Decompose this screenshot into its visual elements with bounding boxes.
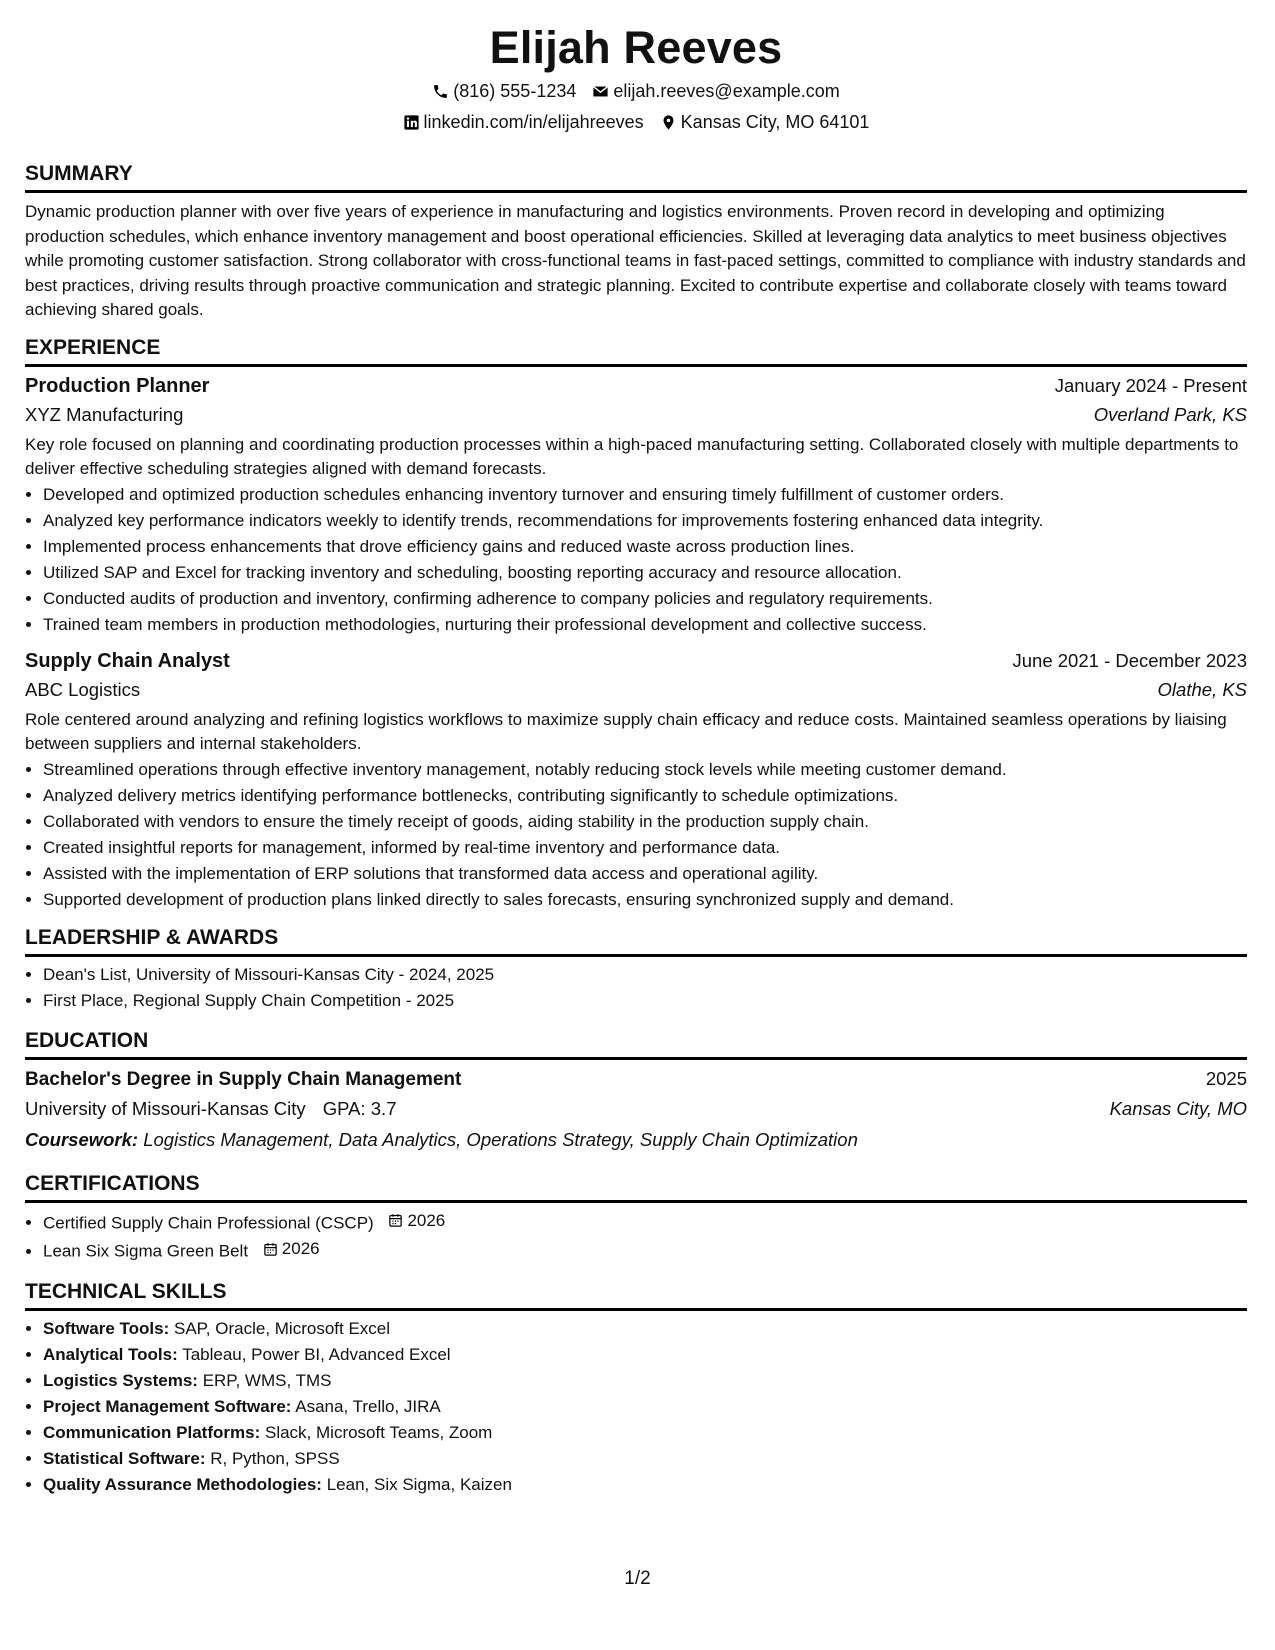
summary-section [25,161,1247,323]
skill-label: Logistics Systems: [43,1370,198,1390]
education-section [25,1028,1247,1153]
job-dates: January 2024 - Present [1054,374,1247,396]
job-location: Olathe, KS [1157,678,1247,700]
calendar-icon [263,1242,278,1257]
list-item: • Trained team members in production methodologies, nurturing their professional development and collective success. [43,612,1247,638]
certifications-section [25,1171,1247,1265]
skills-list [25,1316,1247,1498]
job-location: Overland Park, KS [1093,403,1247,425]
job-title: Supply Chain Analyst [25,649,230,672]
candidate-name: Elijah Reeves [489,22,783,73]
list-item: • Implemented process enhancements that drove efficiency gains and reduced waste across production lines. [43,534,1247,560]
coursework-list: Logistics Management, Data Analytics, Operations Strategy, Supply Chain Optimization [143,1128,858,1150]
school-info [25,1096,397,1122]
skill-value: SAP, Oracle, Microsoft Excel [173,1318,391,1338]
job-entry [25,648,1247,913]
leadership-section [25,925,1247,1014]
skill-label: Analytical Tools: [43,1344,178,1364]
list-item [43,1420,1247,1446]
gpa: GPA: 3.7 [322,1097,397,1119]
skill-value: Lean, Six Sigma, Kaizen [326,1474,512,1494]
coursework-label: Coursework: [25,1128,139,1150]
list-item: • Analyzed delivery metrics identifying performance bottlenecks, contributing significantly to schedule optimizations. [43,783,1247,809]
list-item [43,1446,1247,1472]
location-text: Kansas City, MO 64101 [680,112,870,132]
list-item: • Analyzed key performance indicators weekly to identify trends, recommendations for improvements fostering enhanced data integrity. [43,508,1247,534]
skill-label: Software Tools: [43,1318,170,1338]
section-title-leadership: LEADERSHIP & AWARDS [25,925,1247,957]
contact-email[interactable] [592,80,839,102]
certification-name: Lean Six Sigma Green Belt [43,1241,249,1261]
list-item [43,1472,1247,1498]
certification-year: 2026 [407,1210,446,1230]
graduation-year: 2025 [1205,1067,1247,1089]
list-item: • First Place, Regional Supply Chain Competition - 2025 [43,988,1247,1014]
contact-location [660,111,870,133]
company-name: XYZ Manufacturing [25,403,184,425]
skill-value: ERP, WMS, TMS [202,1370,332,1390]
list-item: • Conducted audits of production and inventory, confirming adherence to company policies and regulatory requirements. [43,586,1247,612]
calendar-icon [388,1213,403,1228]
school-name: University of Missouri-Kansas City [25,1097,306,1119]
school-location: Kansas City, MO [1109,1097,1247,1119]
coursework [25,1127,1247,1153]
contact-row-1 [25,80,1247,102]
phone-text: (816) 555-1234 [453,81,577,101]
experience-section [25,335,1247,913]
summary-text: Dynamic production planner with over five years of experience in manufacturing and logistics environments. Proven record in developing and optimizing production schedules, which enhance inventory management and boost operational efficiencies. Skilled at leveraging data analytics to meet business objectives while promoting customer satisfaction. Strong collaborator with cross-functional teams in fast-paced settings, committed to compliance with industry standards and best practices, driving results through proactive communication and strategic planning. Excited to contribute expertise and collaborate closely with teams toward achieving shared goals. [25,202,1246,319]
skill-label: Quality Assurance Methodologies: [43,1474,322,1494]
page-number: 1/2 [624,1568,651,1589]
certification-name: Certified Supply Chain Professional (CSCP) [43,1213,374,1232]
skill-value: Slack, Microsoft Teams, Zoom [264,1422,493,1442]
resume-page [25,0,1247,1498]
job-dates: June 2021 - December 2023 [1012,649,1247,671]
skill-label: Communication Platforms: [43,1422,261,1442]
company-name: ABC Logistics [25,678,141,700]
job-description: Key role focused on planning and coordinating production processes within a high-paced manufacturing setting. Collaborated closely with multiple departments to deliver effective scheduling strategies aligned with demand forecasts. [25,434,1239,478]
section-title-skills: TECHNICAL SKILLS [25,1279,1247,1311]
email-link[interactable]: elijah.reeves@example.com [613,81,840,101]
section-title-education: EDUCATION [25,1028,1247,1060]
list-item: • Utilized SAP and Excel for tracking inventory and scheduling, boosting reporting accuracy and resource allocation. [43,560,1247,586]
list-item: • Streamlined operations through effective inventory management, notably reducing stock levels while meeting customer demand. [43,757,1247,783]
certification-year: 2026 [281,1239,320,1258]
list-item: • Developed and optimized production schedules enhancing inventory turnover and ensuring timely fulfillment of customer orders. [43,482,1247,508]
job-header [25,373,1247,399]
job-bullets [25,482,1247,638]
job-description: Role centered around analyzing and refining logistics workflows to maximize supply chain efficacy and reduce costs. Maintained seamless operations by liaising between suppliers and internal stakeholders. [25,709,1227,753]
list-item [43,1342,1247,1368]
list-item: • Assisted with the implementation of ERP solutions that transformed data access and operational agility. [43,861,1247,887]
section-title-summary: SUMMARY [25,161,1247,193]
skill-value: Asana, Trello, JIRA [295,1396,441,1416]
skill-label: Project Management Software: [43,1396,292,1416]
list-item: • Supported development of production plans linked directly to sales forecasts, ensuring synchronized supply and demand. [43,887,1247,913]
list-item [43,1236,1247,1265]
contact-linkedin[interactable] [403,111,644,133]
contact-phone [432,80,576,102]
skill-value: Tableau, Power BI, Advanced Excel [182,1344,451,1364]
section-title-certifications: CERTIFICATIONS [25,1171,1247,1203]
job-bullets [25,757,1247,913]
list-item: • Created insightful reports for management, informed by real-time inventory and performance data. [43,835,1247,861]
linkedin-link[interactable]: linkedin.com/in/elijahreeves [423,112,644,132]
list-item [43,1208,1247,1237]
education-subheader [25,1096,1247,1122]
certifications-list [25,1208,1247,1265]
list-item [43,1368,1247,1394]
list-item: • Dean's List, University of Missouri-Kansas City - 2024, 2025 [43,962,1247,988]
section-title-experience: EXPERIENCE [25,335,1247,367]
job-entry [25,373,1247,638]
skill-value: R, Python, SPSS [210,1448,340,1468]
list-item [43,1316,1247,1342]
job-header [25,648,1247,674]
linkedin-icon [403,114,420,131]
certification-date [388,1208,445,1234]
leadership-list [25,962,1247,1014]
skills-section [25,1279,1247,1498]
job-subheader [25,402,1247,428]
envelope-icon [592,83,609,100]
contact-row-2 [25,111,1247,133]
map-pin-icon [660,114,677,131]
job-subheader [25,677,1247,703]
skill-label: Statistical Software: [43,1448,206,1468]
degree-name: Bachelor's Degree in Supply Chain Management [25,1068,462,1090]
job-title: Production Planner [25,374,210,397]
list-item [43,1394,1247,1420]
phone-icon [432,83,449,100]
education-header [25,1066,1247,1093]
certification-date [263,1236,320,1262]
list-item: • Collaborated with vendors to ensure the timely receipt of goods, aiding stability in the production supply chain. [43,809,1247,835]
